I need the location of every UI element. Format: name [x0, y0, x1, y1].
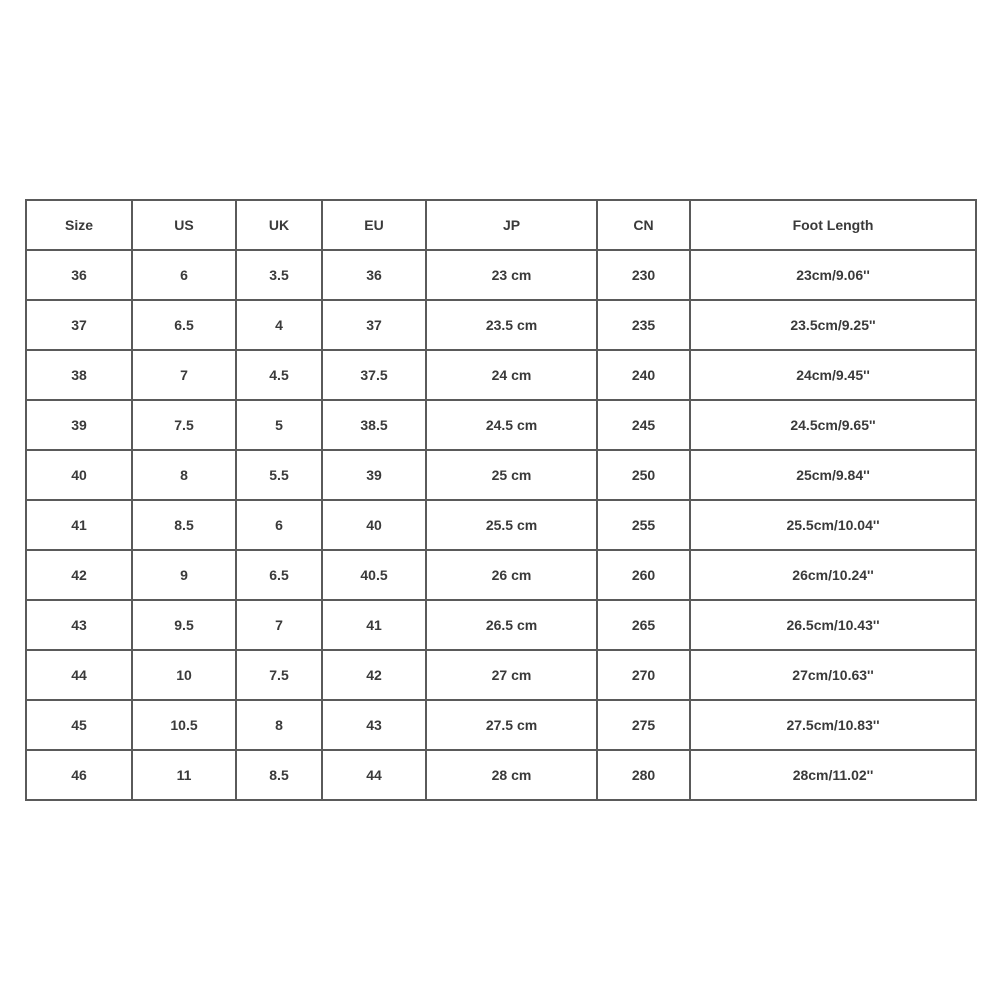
table-cell-foot-length: 25.5cm/10.04'': [690, 500, 976, 550]
table-cell-cn: 270: [597, 650, 690, 700]
table-cell-us: 6: [132, 250, 236, 300]
table-cell-us: 9: [132, 550, 236, 600]
table-cell-uk: 6: [236, 500, 322, 550]
table-cell-size: 43: [26, 600, 132, 650]
table-cell-foot-length: 28cm/11.02'': [690, 750, 976, 800]
table-row: [26, 750, 976, 800]
table-cell-us: 9.5: [132, 600, 236, 650]
table-cell-eu: 37.5: [322, 350, 426, 400]
table-cell-jp: 28 cm: [426, 750, 597, 800]
table-cell-size: 36: [26, 250, 132, 300]
table-cell-jp: 25 cm: [426, 450, 597, 500]
table-cell-size: 46: [26, 750, 132, 800]
table-cell-us: 10: [132, 650, 236, 700]
column-header-cn: CN: [597, 200, 690, 250]
table-cell-jp: 27.5 cm: [426, 700, 597, 750]
table-cell-size: 38: [26, 350, 132, 400]
table-cell-uk: 4.5: [236, 350, 322, 400]
table-row: [26, 250, 976, 300]
table-cell-us: 11: [132, 750, 236, 800]
table-cell-eu: 41: [322, 600, 426, 650]
table-cell-us: 6.5: [132, 300, 236, 350]
table-row: [26, 650, 976, 700]
column-header-foot-length: Foot Length: [690, 200, 976, 250]
table-row: [26, 550, 976, 600]
table-cell-eu: 44: [322, 750, 426, 800]
table-cell-uk: 5: [236, 400, 322, 450]
table-cell-us: 7.5: [132, 400, 236, 450]
table-cell-jp: 24.5 cm: [426, 400, 597, 450]
table-cell-uk: 8.5: [236, 750, 322, 800]
table-cell-eu: 40: [322, 500, 426, 550]
table-cell-cn: 240: [597, 350, 690, 400]
table-cell-size: 37: [26, 300, 132, 350]
table-cell-foot-length: 27cm/10.63'': [690, 650, 976, 700]
table-row: [26, 350, 976, 400]
table-cell-jp: 24 cm: [426, 350, 597, 400]
table-cell-jp: 26.5 cm: [426, 600, 597, 650]
table-cell-eu: 43: [322, 700, 426, 750]
table-cell-jp: 23 cm: [426, 250, 597, 300]
size-chart-table: [25, 199, 977, 801]
table-cell-foot-length: 24.5cm/9.65'': [690, 400, 976, 450]
table-cell-cn: 250: [597, 450, 690, 500]
column-header-uk: UK: [236, 200, 322, 250]
table-cell-uk: 5.5: [236, 450, 322, 500]
table-cell-size: 42: [26, 550, 132, 600]
table-row: [26, 500, 976, 550]
table-row: [26, 700, 976, 750]
column-header-size: Size: [26, 200, 132, 250]
table-cell-foot-length: 25cm/9.84'': [690, 450, 976, 500]
table-cell-eu: 39: [322, 450, 426, 500]
table-cell-eu: 38.5: [322, 400, 426, 450]
table-cell-size: 39: [26, 400, 132, 450]
table-cell-uk: 7: [236, 600, 322, 650]
table-cell-cn: 275: [597, 700, 690, 750]
table-cell-us: 8.5: [132, 500, 236, 550]
table-cell-cn: 265: [597, 600, 690, 650]
column-header-us: US: [132, 200, 236, 250]
table-cell-size: 44: [26, 650, 132, 700]
size-chart-header: [26, 200, 976, 250]
table-cell-size: 45: [26, 700, 132, 750]
table-cell-cn: 245: [597, 400, 690, 450]
table-cell-foot-length: 26.5cm/10.43'': [690, 600, 976, 650]
table-cell-eu: 40.5: [322, 550, 426, 600]
table-cell-eu: 37: [322, 300, 426, 350]
table-cell-uk: 8: [236, 700, 322, 750]
table-row: [26, 450, 976, 500]
table-cell-size: 41: [26, 500, 132, 550]
table-cell-eu: 36: [322, 250, 426, 300]
table-cell-uk: 7.5: [236, 650, 322, 700]
table-cell-cn: 235: [597, 300, 690, 350]
table-cell-cn: 255: [597, 500, 690, 550]
size-chart-body: [26, 250, 976, 800]
table-cell-jp: 27 cm: [426, 650, 597, 700]
table-cell-cn: 280: [597, 750, 690, 800]
table-cell-foot-length: 23.5cm/9.25'': [690, 300, 976, 350]
column-header-jp: JP: [426, 200, 597, 250]
table-cell-us: 10.5: [132, 700, 236, 750]
table-cell-foot-length: 24cm/9.45'': [690, 350, 976, 400]
table-cell-eu: 42: [322, 650, 426, 700]
column-header-eu: EU: [322, 200, 426, 250]
header-row: [26, 200, 976, 250]
table-cell-uk: 4: [236, 300, 322, 350]
table-row: [26, 600, 976, 650]
table-cell-foot-length: 23cm/9.06'': [690, 250, 976, 300]
table-cell-us: 8: [132, 450, 236, 500]
table-cell-size: 40: [26, 450, 132, 500]
table-cell-us: 7: [132, 350, 236, 400]
table-cell-foot-length: 26cm/10.24'': [690, 550, 976, 600]
table-cell-foot-length: 27.5cm/10.83'': [690, 700, 976, 750]
table-row: [26, 300, 976, 350]
table-cell-cn: 230: [597, 250, 690, 300]
table-cell-jp: 25.5 cm: [426, 500, 597, 550]
table-cell-cn: 260: [597, 550, 690, 600]
table-cell-jp: 26 cm: [426, 550, 597, 600]
table-cell-uk: 6.5: [236, 550, 322, 600]
table-cell-uk: 3.5: [236, 250, 322, 300]
table-row: [26, 400, 976, 450]
table-cell-jp: 23.5 cm: [426, 300, 597, 350]
